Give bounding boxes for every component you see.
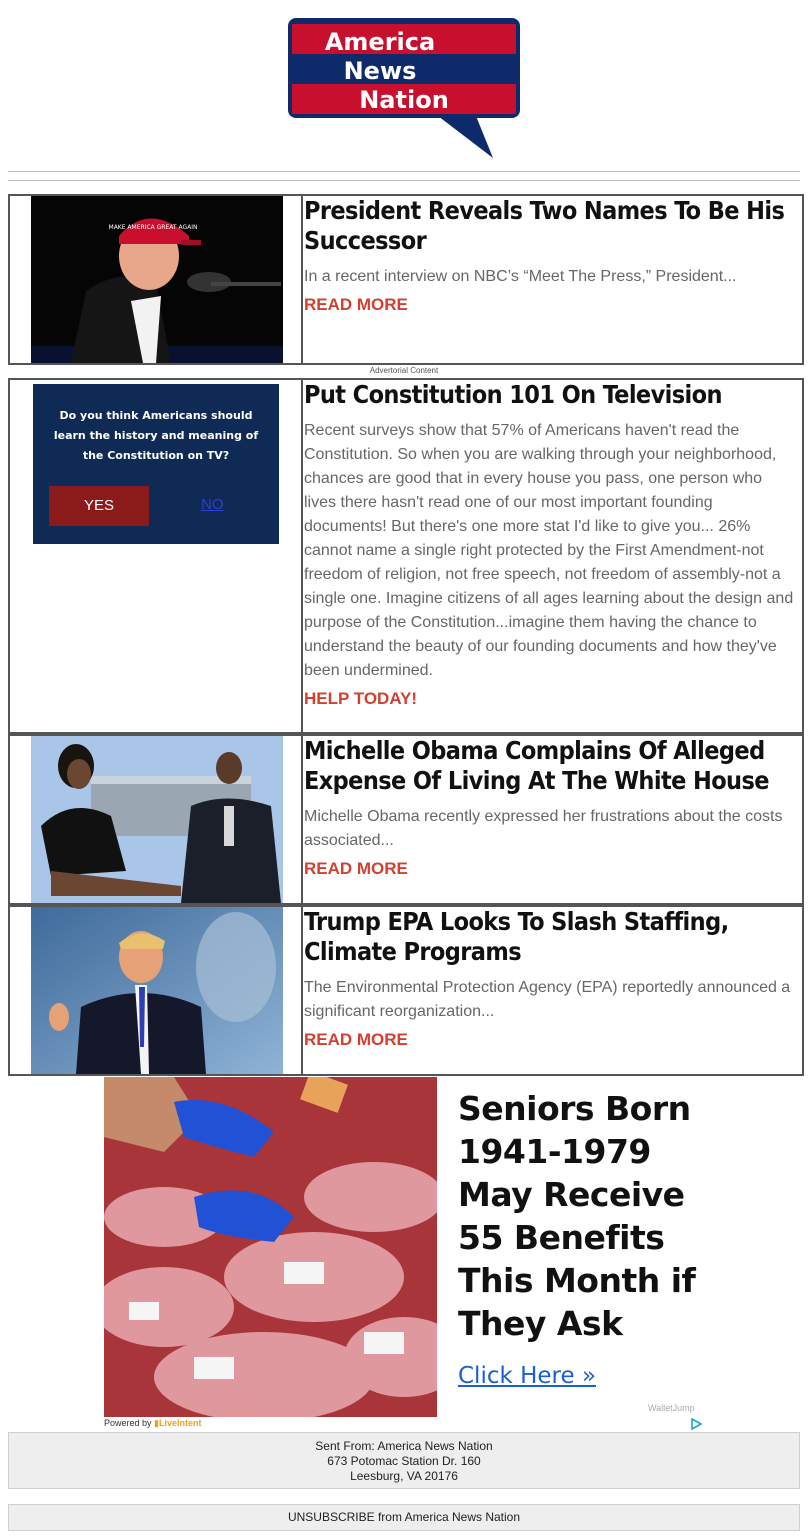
unsubscribe-bar [8,1504,800,1531]
article-card-1 [8,194,804,365]
article-image-4[interactable] [31,907,283,1074]
unsubscribe-link[interactable] [288,1510,520,1524]
poll-question: Do you think Americans should learn the history and meaning of the Constitution on TV? [53,409,259,462]
liveintent-logo-icon: ▮ [154,1418,159,1428]
article-excerpt: In a recent interview on NBC’s “Meet The Press,” President... [304,268,737,285]
read-more-link[interactable]: READ MORE [304,1030,408,1049]
advertorial-label: Advertorial Content [369,366,439,375]
sent-from: Sent From: America News Nation [315,1439,493,1453]
header-rule-bottom [8,180,800,181]
article-content-1 [304,196,794,315]
ad-image[interactable] [104,1077,437,1417]
article-excerpt: Recent surveys show that 57% of Americans haven't read the Constitution. So when you are walking through your neighborhood, chances are good that in every house you pass, one person who lives there hasn't read one of our most important founding documents! But there's one more stat I'd like to give you... 26% cannot name a single right protected by the First Amendment-not freedom of religion, not free speech, not freedom of assembly-not a single one. Imagine citizens of all ages learning about the design and purpose of the Constitution...imagine them having the chance to understand the beauty of our founding documents and how they've been undermined. [304,422,794,679]
address-line-1: 673 Potomac Station Dr. 160 [327,1454,481,1468]
article-title[interactable]: Put Constitution 101 On Television [304,380,722,409]
poll-box [33,384,279,544]
article-content-2 [304,380,794,709]
article-title[interactable]: Trump EPA Looks To Slash Staffing, Climate Programs [304,907,729,966]
card-divider [301,907,303,1074]
article-image-3[interactable] [31,736,283,903]
card-divider [301,736,303,903]
article-excerpt: Michelle Obama recently expressed her frustrations about the costs associated... [304,808,783,849]
read-more-link[interactable]: READ MORE [304,859,408,878]
article-content-4 [304,907,794,1050]
ad-click-here-link[interactable]: Click Here » [458,1363,597,1389]
footer-address [8,1432,800,1489]
ad-headline[interactable]: Seniors Born 1941-1979 May Receive 55 Benefits This Month if They Ask [458,1089,696,1343]
article-excerpt: The Environmental Protection Agency (EPA) reportedly announced a significant reorganization... [304,979,791,1020]
card-divider [301,196,303,363]
unsubscribe-label: UNSUBSCRIBE [287,1510,375,1524]
poll-no-link[interactable]: NO [201,496,224,513]
poll-yes-button[interactable]: YES [49,486,149,526]
article-card-4 [8,905,804,1076]
poll-image[interactable] [31,380,283,550]
ad-powered-by[interactable] [104,1418,202,1429]
logo-line-1: America [324,28,436,56]
ad-sponsor: WalletJump [648,1403,695,1413]
article-title[interactable]: President Reveals Two Names To Be His Successor [304,196,785,255]
read-more-link[interactable]: READ MORE [304,295,408,314]
address-line-2: Leesburg, VA 20176 [350,1469,458,1483]
article-card-2 [8,378,804,734]
article-content-3 [304,736,794,879]
adchoices-icon[interactable] [690,1418,702,1430]
card-divider [301,380,303,732]
help-today-link[interactable]: HELP TODAY! [304,689,418,708]
header-rule-top [8,171,800,172]
logo-line-3: Nation [359,86,449,114]
hat-text: MAKE AMERICA GREAT AGAIN [108,224,198,231]
logo-line-2: News [343,57,417,85]
article-title[interactable]: Michelle Obama Complains Of Alleged Expense Of Living At The White House [304,736,769,795]
unsubscribe-suffix: from America News Nation [374,1510,521,1524]
sponsored-ad[interactable] [104,1077,708,1433]
site-logo[interactable] [288,16,524,162]
article-image-1[interactable] [31,196,283,363]
powered-by-label: Powered by [104,1418,152,1428]
powered-by-brand: LiveIntent [159,1418,202,1428]
article-card-3 [8,734,804,905]
